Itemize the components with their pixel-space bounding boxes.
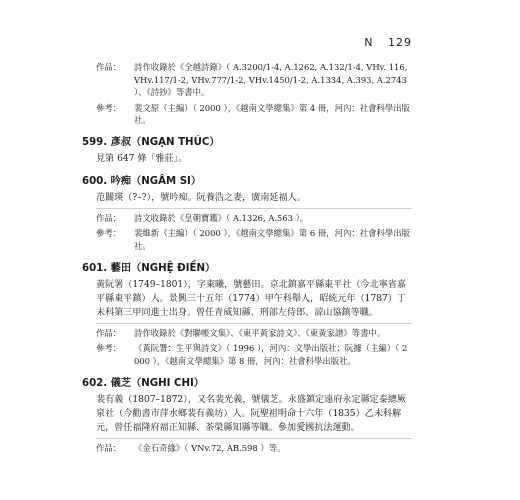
field-value: 詩作收錄於《全越詩錄》（ A.3200/1-4, A.1262, A.132/1-4, VHv. 116, VHv.117/1-2, VHv.777/1-2, VHv.1450/1-2, A.1334, A.393, A.2743 ）、《詩抄》等書中。 [134, 62, 408, 98]
entry-599 [82, 136, 412, 166]
field-value: 《黃阮署：生平與詩文》（ 1996 ），河內：文學出版社；阮據（主編）（ 2000 ），《越南文學總集》第 8 冊，河內：社會科學出版社。 [134, 343, 408, 366]
page-content [82, 58, 412, 457]
entry-600 [82, 175, 412, 252]
running-header [364, 36, 412, 49]
field-label: 作品： [96, 212, 122, 223]
reference-field [96, 227, 412, 252]
field-label: 作品： [96, 327, 122, 338]
field-value: 詩作收錄於《對聯帳文集》、《東平黃家詩文》、《東黃家譜》等書中。 [134, 327, 386, 338]
works-field [96, 442, 412, 455]
entry-body: 裴有義（1807–1872），又名裴光義，號儀芝。永盛鎮定遠府永定縣定泰總厥泉社（今勸書市萍水鄉裴有義坊）人。阮聖祖明命十六年（1835）乙未科解元，曾任福隆府福正知縣、茶榮縣知縣等職。參加愛國抗法運動。 [96, 394, 407, 434]
reference-field [96, 102, 412, 127]
continued-entry-fields [96, 61, 412, 127]
entry-body: 范關瑛（?–?），號吟痴。阮養浩之妻，廣南延福人。 [96, 193, 306, 204]
entry-body: 見第 647 條「雅莊」。 [96, 153, 188, 164]
works-field [96, 327, 412, 340]
field-label: 作品： [96, 62, 122, 72]
works-field [96, 61, 412, 99]
field-label: 參考： [96, 343, 122, 354]
field-label: 參考： [96, 102, 122, 113]
divider [96, 323, 412, 324]
entry-heading: 602. 儀芝（NGHI CHI） [82, 377, 204, 389]
field-value: 《金石奇緣》（ VNv.72, AB.598 ）等。 [134, 442, 286, 453]
section-letter: N [364, 36, 374, 49]
works-field [96, 212, 412, 225]
divider [96, 208, 412, 209]
field-value: 裴文原（主編）（ 2000 ），《越南文學總集》第 4 冊，河內：社會科學出版社。 [134, 102, 410, 126]
field-label: 參考： [96, 228, 122, 239]
entry-602 [82, 377, 412, 455]
reference-field [96, 342, 412, 367]
divider [96, 438, 412, 439]
entry-heading: 601. 藝田（NGHỆ ĐIỀN） [82, 262, 216, 274]
entry-601 [82, 262, 412, 368]
entry-heading: 600. 吟痴（NGÂM SI） [82, 176, 202, 188]
entry-heading: 599. 彥叔（NGẠN THÚC） [82, 136, 220, 148]
page-number: 129 [388, 36, 412, 49]
field-value: 詩文收錄於《皇朝寶鑑》（ A.1326, A.563 ）。 [134, 212, 309, 223]
entry-body: 黃阮署（1749–1801），字東曦，號藝田。京北鎮嘉平縣東平社（今北寧省嘉平縣東平鎮）人。景興三十五年（1774）甲午科舉人，昭統元年（1787）丁未科第三甲同進士出身。曾任青威知縣、刑部左侍郎、諒山協鎮等職。 [96, 279, 407, 319]
field-label: 作品： [96, 442, 122, 453]
field-value: 裴維新（主編）（ 2000 ），《越南文學總集》第 6 冊，河內：社會科學出版社。 [134, 228, 410, 251]
